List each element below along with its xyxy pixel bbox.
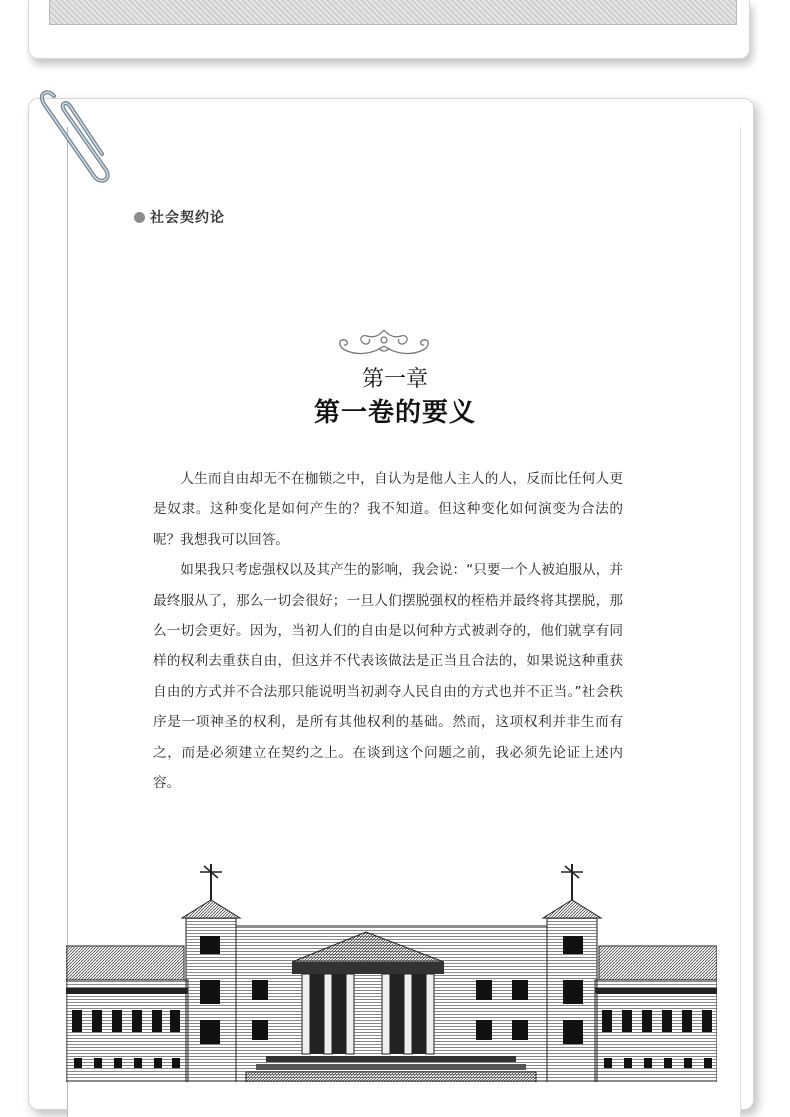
paragraph-2: 如果我只考虑强权以及其产生的影响，我会说：“只要一个人被迫服从，并最终服从了，那么一切会很好；一旦人们摆脱强权的桎梏并最终将其摆脱，那么一切会更好。因为，当初人们的自由是以何种方式被剥夺的，他们就享有同样的权利去重获自由，但这并不代表该做法是正当且合法的，如果说这种重获自由的方式并不合法那只能说明当初剥夺人民自由的方式也并不正当。”社会秩序是一项神圣的权利，是所有其他权利的基础。然而，这项权利并非生而有之，而是必须建立在契约之上。在谈到这个问题之前，我必须先论证上述内容。: [153, 562, 623, 792]
previous-page-card: [28, 0, 750, 59]
running-head-text: 社会契约论: [150, 210, 225, 226]
palace-engraving: [66, 860, 717, 1082]
body-text: [153, 464, 623, 798]
circle-bullet-icon: [134, 212, 145, 223]
previous-page-image-strip: [49, 0, 737, 25]
chapter-title: 第一卷的要义: [313, 398, 476, 428]
paragraph-1: 人生而自由却无不在枷锁之中，自认为是他人主人的人，反而比任何人更是奴隶。这种变化是如何产生的？我不知道。但这种变化如何演变为合法的呢？我想我可以回答。: [153, 471, 623, 548]
chapter-number: 第一章: [361, 367, 428, 392]
paperclip-icon: [36, 84, 116, 188]
running-head: [134, 208, 225, 226]
flourish-ornament: [333, 326, 435, 360]
